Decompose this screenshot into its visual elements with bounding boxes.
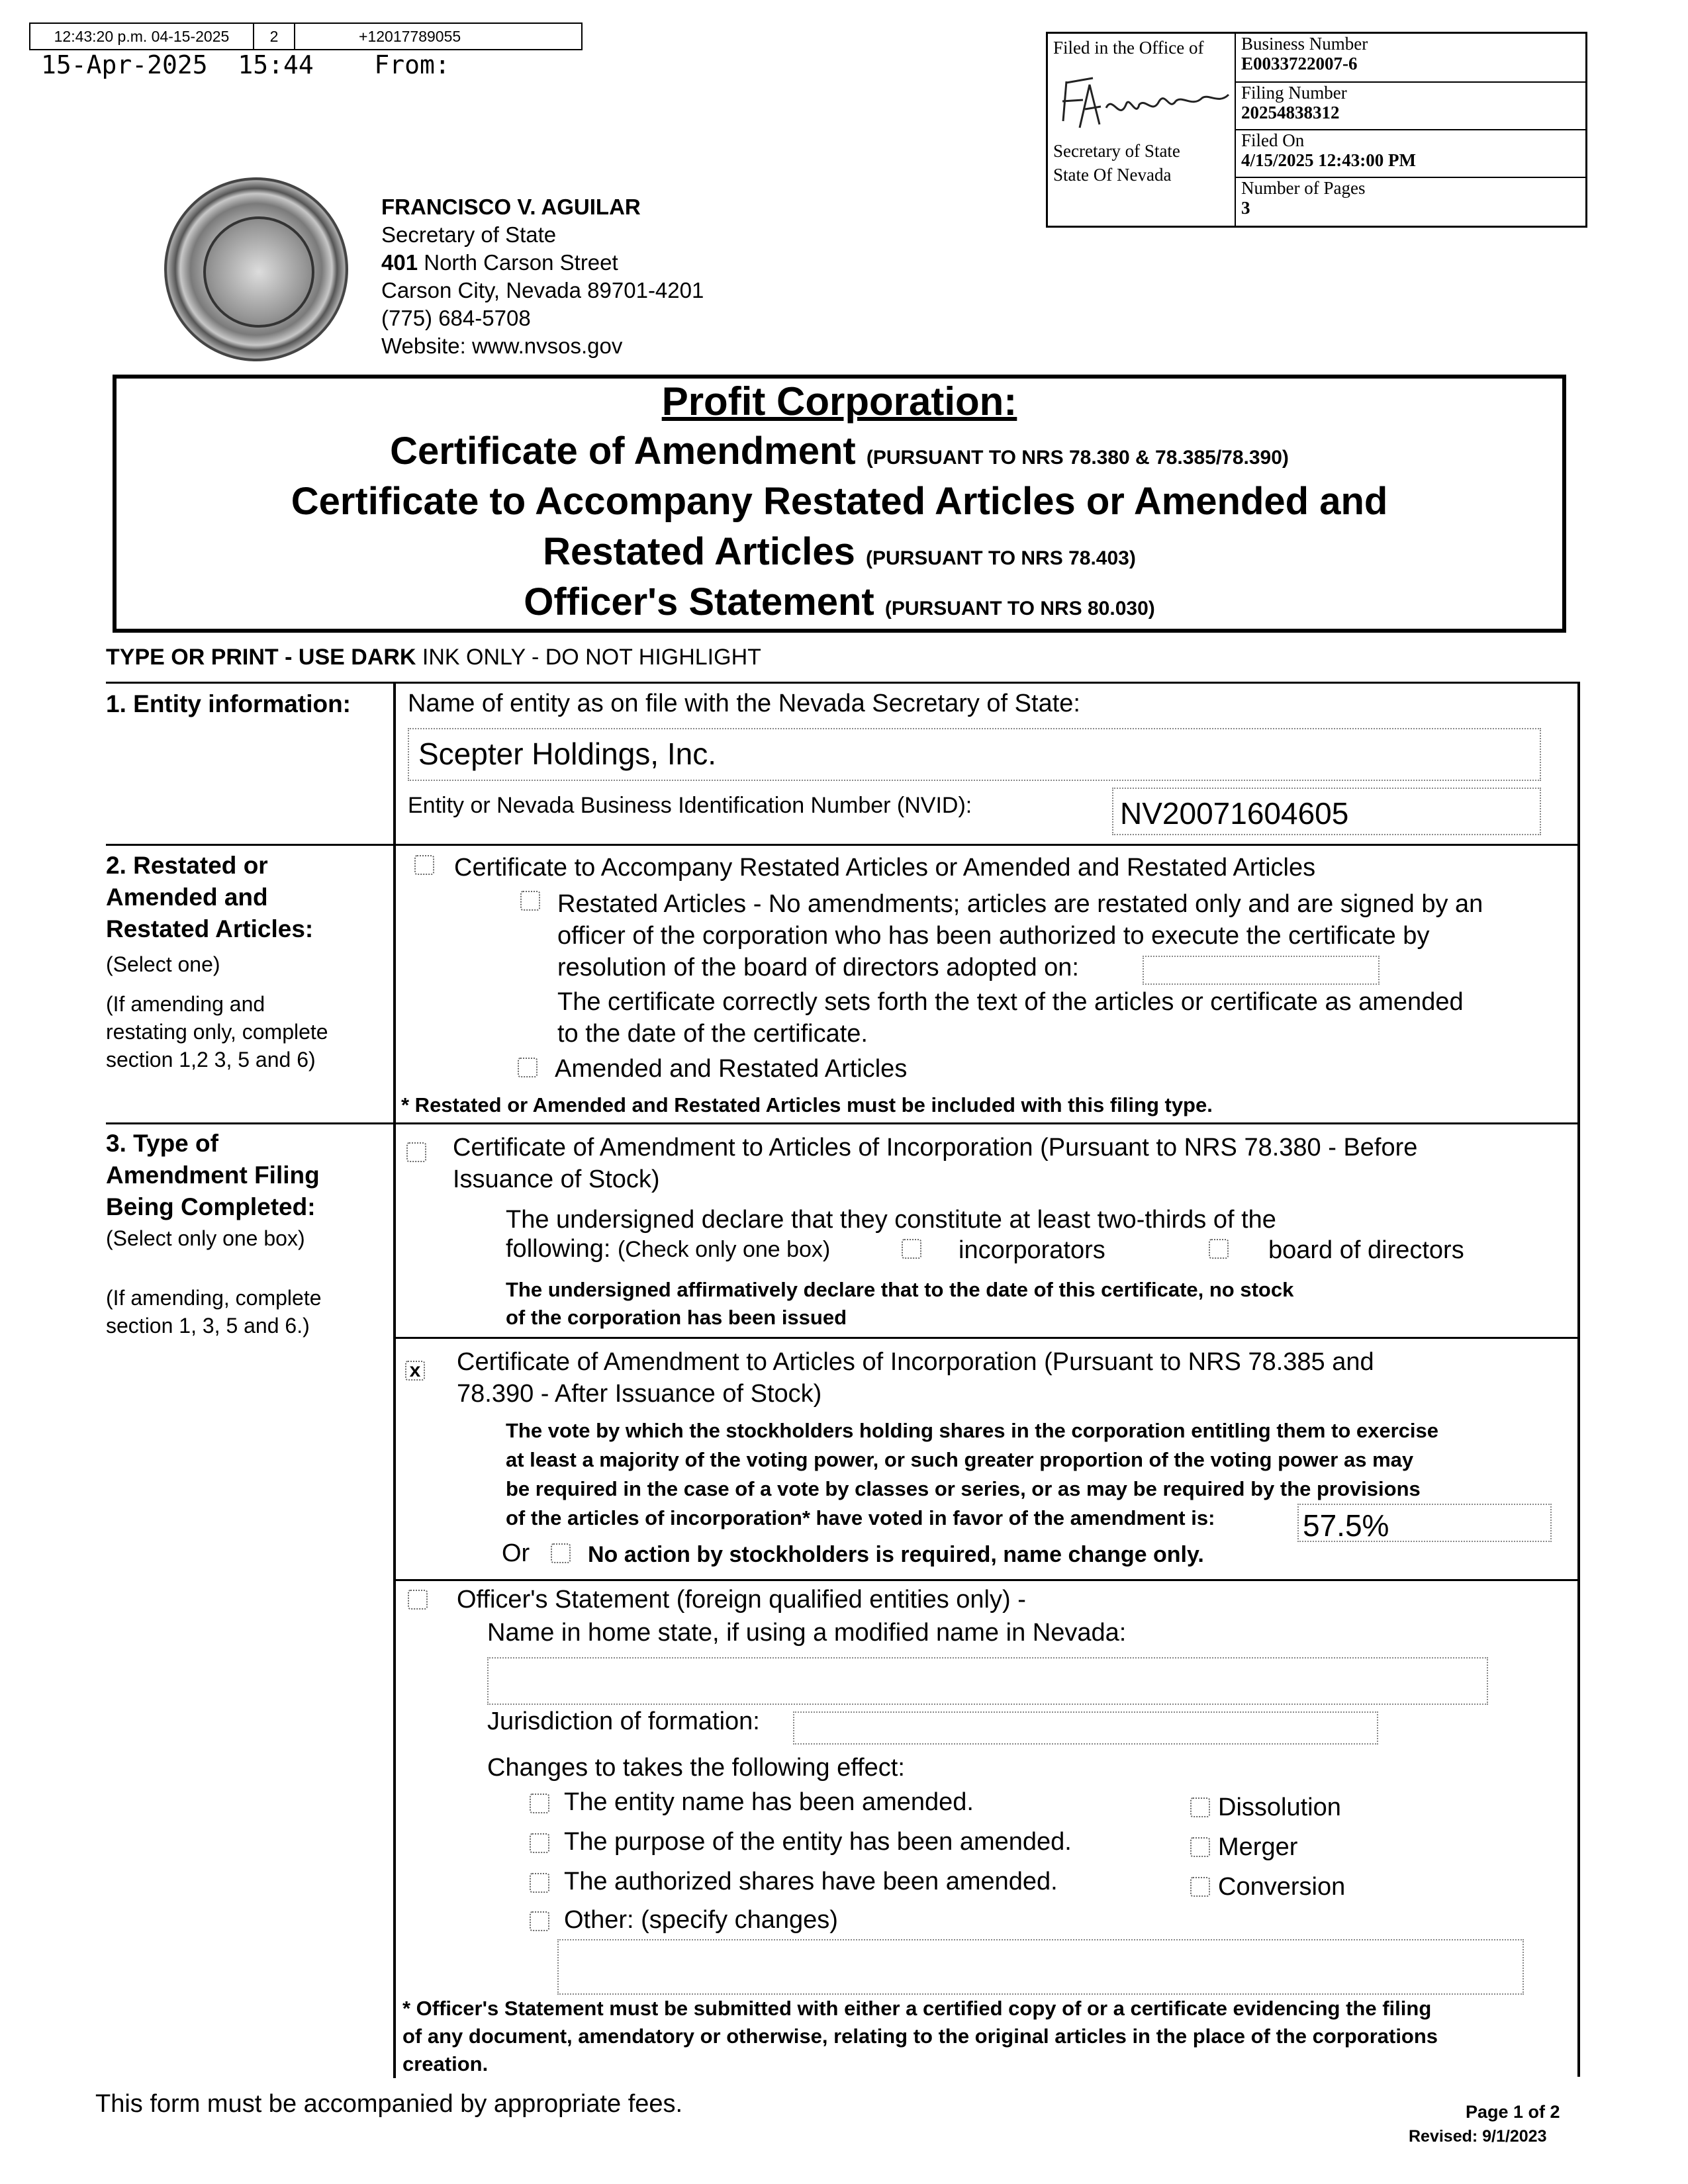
home-state-label: Name in home state, if using a modified name in Nevada: (487, 1619, 1127, 1647)
stamp-business-number: Business Number E0033722007-6 (1236, 34, 1585, 83)
vote-percent-value: 57.5% (1303, 1508, 1389, 1543)
title-line3: Restated Articles (PURSUANT TO NRS 78.403) (543, 530, 1136, 573)
no-action-checkbox[interactable] (551, 1543, 571, 1563)
grid-line (106, 682, 1579, 684)
nvid-prompt: Entity or Nevada Business Identification Number (NVID): (408, 793, 972, 818)
restated-label: Restated Articles - No amendments; articles are restated only and are signed by an officer of the corporation who has been authorized to execute the certificate by resolution of the board of directors adopted on: (557, 890, 1483, 981)
fax-line: 15-Apr-2025 15:44 From: (41, 50, 450, 79)
after-stock-label: Certificate of Amendment to Articles of Incorporation (Pursuant to NRS 78.385 and 78.390 - After Issuance of Stock) (457, 1348, 1374, 1408)
office-address-line1: 401 North Carson Street (381, 250, 618, 275)
merger-label: Merger (1218, 1833, 1298, 1861)
accompany-label: Certificate to Accompany Restated Articles or Amended and Restated Articles (454, 854, 1316, 882)
ink-instructions: TYPE OR PRINT - USE DARK INK ONLY - DO NOT HIGHLIGHT (106, 645, 761, 670)
change-other-checkbox[interactable] (530, 1911, 549, 1931)
or-label: Or (502, 1539, 530, 1567)
amended-restated-label: Amended and Restated Articles (555, 1055, 908, 1083)
stamp-sos: Secretary of State (1053, 141, 1180, 161)
filing-stamp (1046, 32, 1587, 228)
jurisdiction-label: Jurisdiction of formation: (487, 1707, 760, 1735)
nvid-value: NV20071604605 (1120, 796, 1349, 831)
page-title: Profit Corporation: (661, 379, 1017, 424)
office-address-line2: Carson City, Nevada 89701-4201 (381, 278, 704, 302)
change-purpose-checkbox[interactable] (530, 1833, 549, 1853)
board-label: board of directors (1268, 1236, 1464, 1264)
entity-name-field[interactable] (408, 728, 1541, 781)
officer-statement-checkbox[interactable] (408, 1590, 428, 1610)
restated-sets-text: The certificate correctly sets forth the text of the articles or certificate as amended to the date of the certificate. (557, 988, 1464, 1048)
conversion-label: Conversion (1218, 1873, 1346, 1901)
page-number: Page 1 of 2 (1466, 2102, 1560, 2122)
merger-checkbox[interactable] (1190, 1837, 1210, 1857)
nvid-field[interactable] (1112, 788, 1541, 835)
affirm-text: The undersigned affirmatively declare that to the date of this certificate, no stock of the corporation has been issued (506, 1278, 1294, 1329)
conversion-checkbox[interactable] (1190, 1877, 1210, 1897)
before-stock-checkbox[interactable] (406, 1142, 426, 1162)
change-other-label: Other: (specify changes) (564, 1906, 838, 1934)
section3-note: (If amending, complete section 1, 3, 5 and 6.) (106, 1286, 322, 1338)
resolution-date-field[interactable] (1143, 956, 1380, 985)
stamp-filed-on: Filed On 4/15/2025 12:43:00 PM (1236, 130, 1585, 178)
change-purpose-label: The purpose of the entity has been amended. (564, 1828, 1072, 1856)
other-changes-field[interactable] (557, 1939, 1524, 1995)
stamp-pages: Number of Pages 3 (1241, 178, 1366, 218)
grid-line (395, 1579, 1579, 1581)
after-stock-checkbox[interactable]: x (405, 1361, 425, 1381)
board-checkbox[interactable] (1209, 1239, 1229, 1259)
office-website: Website: www.nvsos.gov (381, 334, 623, 358)
title-line4: Officer's Statement (PURSUANT TO NRS 80.030) (524, 580, 1155, 623)
jurisdiction-field[interactable] (793, 1711, 1378, 1745)
change-name-checkbox[interactable] (530, 1794, 549, 1813)
incorporators-checkbox[interactable] (902, 1239, 921, 1259)
title-box (113, 375, 1566, 633)
section2-select: (Select one) (106, 952, 220, 976)
section1-label: 1. Entity information: (106, 690, 351, 717)
fax-page: 2 (254, 24, 295, 49)
officer-statement-title: Officer's Statement (foreign qualified entities only) - (457, 1586, 1026, 1614)
change-shares-checkbox[interactable] (530, 1873, 549, 1893)
amended-restated-checkbox[interactable] (518, 1058, 538, 1077)
changes-label: Changes to takes the following effect: (487, 1754, 905, 1782)
section2-footnote: * Restated or Amended and Restated Articles must be included with this filing type. (401, 1093, 1213, 1116)
restated-checkbox[interactable] (520, 891, 540, 911)
accompany-checkbox[interactable] (414, 855, 434, 875)
title-line1: Certificate of Amendment (PURSUANT TO NRS 78.380 & 78.385/78.390) (390, 430, 1289, 473)
officer-footnote: * Officer's Statement must be submitted with either a certified copy of or a certificate evidencing the filing of any document, amendatory or otherwise, relating to the original articles in the place of the corporations creation. (402, 1997, 1438, 2075)
section3-label: 3. Type of Amendment Filing Being Completed: (106, 1130, 320, 1220)
office-phone: (775) 684-5708 (381, 306, 531, 330)
fax-header-bar (29, 23, 583, 50)
signature-icon (1053, 68, 1232, 134)
change-shares-label: The authorized shares have been amended. (564, 1868, 1058, 1895)
section2-note: (If amending and restating only, complete section 1,2 3, 5 and 6) (106, 992, 328, 1071)
dissolution-label: Dissolution (1218, 1794, 1341, 1821)
grid-line (106, 1122, 1579, 1124)
vote-percent-field[interactable] (1297, 1504, 1552, 1542)
no-action-label: No action by stockholders is required, name change only. (588, 1542, 1204, 1567)
vote-text: The vote by which the stockholders holding shares in the corporation entitling them to exercise at least a majority of the voting power, or such greater proportion of the voting power as may be required in the case of a vote by classes or series, or as may be required by the provisions of the articles of incorporation* have voted in favor of the amendment is: (506, 1419, 1439, 1529)
stamp-filing-number: Filing Number 20254838312 (1236, 83, 1585, 130)
office-name: FRANCISCO V. AGUILAR (381, 195, 641, 219)
undersigned-text: The undersigned declare that they constitute at least two-thirds of the (506, 1206, 1276, 1234)
entity-name-prompt: Name of entity as on file with the Nevada Secretary of State: (408, 690, 1080, 717)
entity-name-value: Scepter Holdings, Inc. (418, 737, 717, 771)
grid-line (1577, 682, 1580, 2077)
home-state-field[interactable] (487, 1657, 1488, 1705)
grid-line (393, 682, 396, 2078)
dissolution-checkbox[interactable] (1190, 1797, 1210, 1817)
fees-note: This form must be accompanied by appropriate fees. (95, 2090, 683, 2118)
stamp-filed-in: Filed in the Office of (1053, 38, 1204, 58)
grid-line (106, 844, 1579, 846)
change-name-label: The entity name has been amended. (564, 1788, 974, 1816)
stamp-state: State Of Nevada (1053, 165, 1172, 185)
state-seal-icon (164, 177, 348, 361)
fax-phone: +12017789055 (359, 27, 461, 45)
title-line2: Certificate to Accompany Restated Articles or Amended and (291, 480, 1388, 523)
section2-label: 2. Restated or Amended and Restated Articles: (106, 852, 314, 942)
incorporators-label: incorporators (959, 1236, 1105, 1264)
office-address-block (381, 193, 704, 360)
fax-time: 12:43:20 p.m. 04-15-2025 (30, 24, 254, 49)
following-label: following: (Check only one box) (506, 1235, 831, 1263)
before-stock-label: Certificate of Amendment to Articles of Incorporation (Pursuant to NRS 78.380 - Before Issuance of Stock) (453, 1134, 1418, 1193)
office-title: Secretary of State (381, 222, 557, 247)
section3-select: (Select only one box) (106, 1226, 305, 1250)
grid-line (395, 1337, 1579, 1339)
revised-date: Revised: 9/1/2023 (1409, 2127, 1547, 2144)
